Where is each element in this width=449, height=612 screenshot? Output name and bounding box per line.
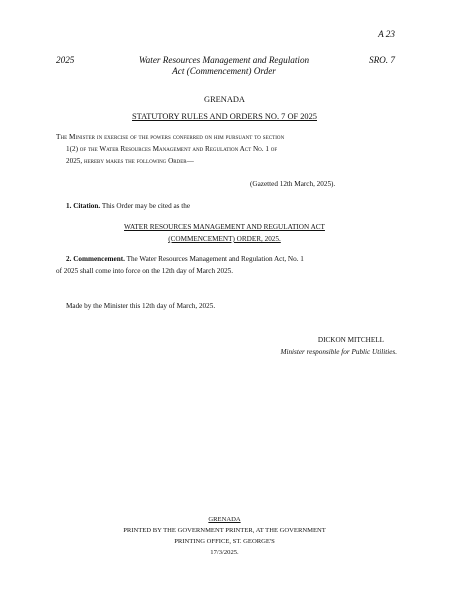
gazetted-date: (Gazetted 12th March, 2025).	[250, 180, 336, 188]
page-number: A 23	[378, 29, 395, 39]
section-2-text: The Water Resources Management and Regulation Act, No. 1	[126, 255, 304, 263]
footer-date: 17/3/2025.	[210, 549, 239, 556]
preamble-line1: The Minister in exercise of the powers conferred on him pursuant to section	[56, 133, 285, 141]
section-1	[66, 202, 190, 210]
country-heading: GRENADA	[204, 95, 245, 104]
signatory-title: Minister responsible for Public Utilities.	[280, 348, 397, 356]
header-sro: SRO. 7	[368, 55, 395, 65]
header-title-line2: Act (Commencement) Order	[172, 66, 276, 76]
series-title: STATUTORY RULES AND ORDERS NO. 7 OF 2025	[132, 112, 317, 121]
section-2-line2: of 2025 shall come into force on the 12th day of March 2025.	[56, 267, 234, 275]
section-2-heading: Commencement.	[73, 255, 125, 263]
made-by-statement: Made by the Minister this 12th day of March, 2025.	[66, 302, 216, 310]
footer-country: GRENADA	[208, 516, 241, 523]
signatory-name: DICKON MITCHELL	[317, 336, 384, 344]
section-1-heading: Citation.	[73, 202, 101, 210]
citation-line2: (COMMENCEMENT) ORDER, 2025.	[168, 235, 281, 243]
preamble-line2: 1(2) of the Water Resources Management and Regulation Act No. 1 of	[66, 145, 278, 153]
section-1-text: This Order may be cited as the	[101, 202, 191, 210]
header-title-line1: Water Resources Management and Regulation	[138, 55, 310, 65]
section-2	[66, 255, 304, 263]
preamble-line3: 2025, hereby makes the following Order—	[66, 157, 194, 165]
citation-line1: WATER RESOURCES MANAGEMENT AND REGULATION ACT	[124, 223, 325, 231]
section-1-number: 1.	[66, 202, 72, 210]
header-year: 2025	[56, 55, 75, 65]
section-2-number: 2.	[66, 255, 72, 263]
header-title	[100, 55, 348, 76]
footer-printer-line1: PRINTED BY THE GOVERNMENT PRINTER, AT THE GOVERNMENT	[123, 527, 326, 534]
footer-printer-line2: PRINTING OFFICE, ST. GEORGE'S	[174, 538, 275, 545]
